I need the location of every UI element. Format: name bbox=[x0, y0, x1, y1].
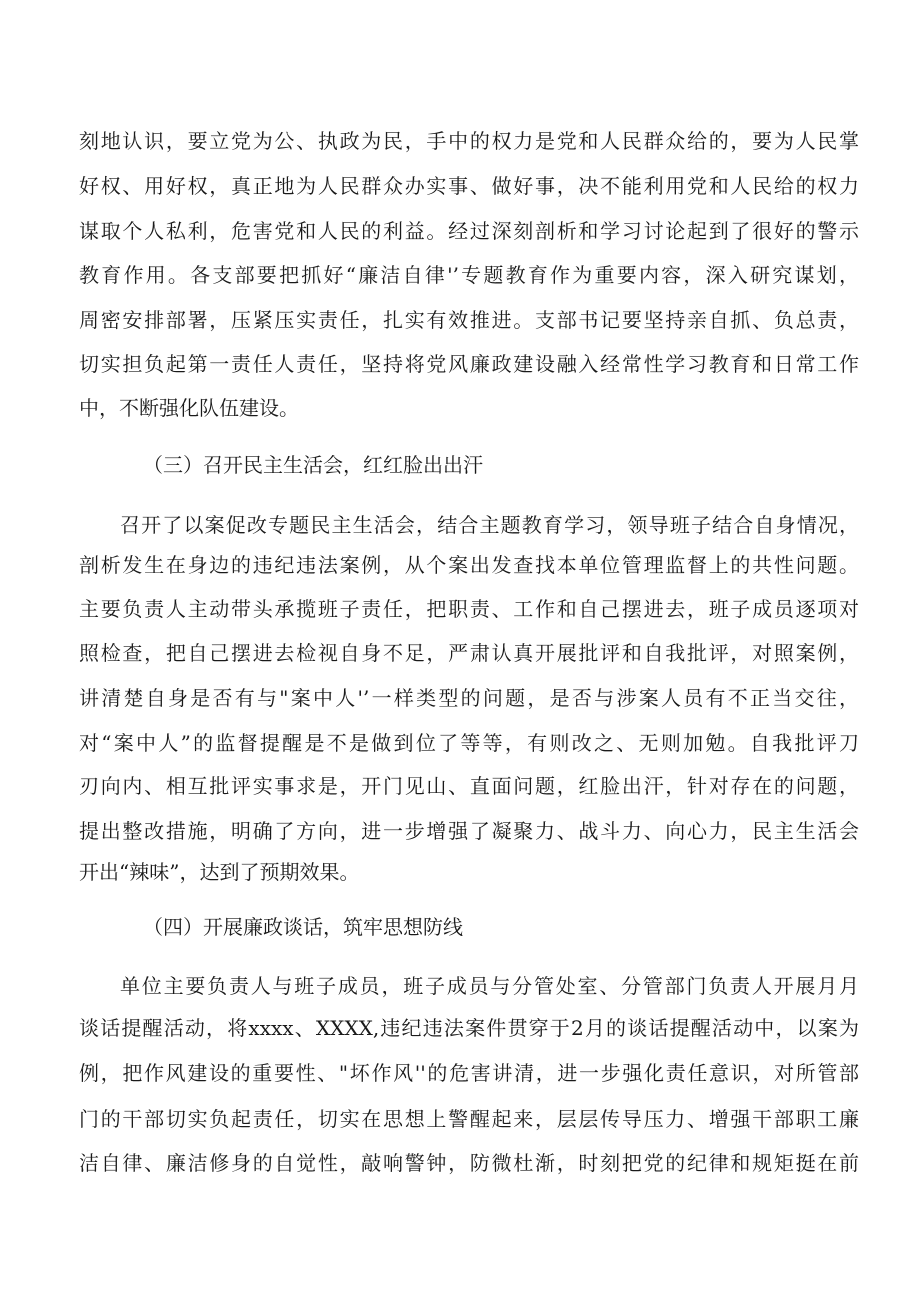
section-4-line-5: 洁自律、廉洁修身的自觉性，敲响警钟，防微杜渐，时刻把党的纪律和规矩挺在前 bbox=[79, 1151, 859, 1175]
section-4-line-2: 谈话提醒活动，将xxxx、XXXX,违纪违法案件贯穿于2月的谈话提醒活动中，以案为 bbox=[79, 1016, 859, 1040]
section-4-line-3: 例，把作风建设的重要性、"坏作风''的危害讲清，进一步强化责任意识，对所管部 bbox=[79, 1061, 859, 1085]
paragraph-1-line-2: 好权、用好权，真正地为人民群众办实事、做好事，决不能利用党和人民给的权力 bbox=[79, 174, 859, 198]
paragraph-1-line-3: 谋取个人私利，危害党和人民的利益。经过深刻剖析和学习讨论起到了很好的警示 bbox=[79, 219, 859, 243]
section-3-line-2: 剖析发生在身边的违纪违法案例，从个案出发查找本单位管理监督上的共性问题。 bbox=[79, 553, 859, 577]
section-3-line-3: 主要负责人主动带头承揽班子责任，把职责、工作和自己摆进去，班子成员逐项对 bbox=[79, 597, 859, 621]
section-3-line-1: 召开了以案促改专题民主生活会，结合主题教育学习，领导班子结合自身情况， bbox=[120, 513, 859, 537]
paragraph-1-line-5: 周密安排部署，压紧压实责任，扎实有效推进。支部书记要坚持亲自抓、负总责， bbox=[79, 308, 859, 332]
paragraph-1-line-4: 教育作用。各支部要把抓好“廉洁自律'’专题教育作为重要内容，深入研究谋划， bbox=[79, 263, 859, 287]
paragraph-1-line-6: 切实担负起第一责任人责任，坚持将党风廉政建设融入经常性学习教育和日常工作 bbox=[79, 352, 859, 376]
paragraph-1-line-7: 中，不断强化队伍建设。 bbox=[79, 396, 299, 420]
section-4-heading: （四）开展廉政谈话，筑牢思想防线 bbox=[143, 915, 463, 939]
section-4-line-4: 门的干部切实负起责任，切实在思想上警醒起来，层层传导压力、增强干部职工廉 bbox=[79, 1107, 859, 1131]
section-3-heading: （三）召开民主生活会，红红脸出出汗 bbox=[143, 453, 483, 477]
section-3-line-8: 提出整改措施，明确了方向，进一步增强了凝聚力、战斗力、向心力，民主生活会 bbox=[79, 819, 859, 843]
section-3-line-6: 对“案中人”的监督提醒是不是做到位了等等，有则改之、无则加勉。自我批评刀 bbox=[79, 731, 859, 755]
section-4-line-1: 单位主要负责人与班子成员，班子成员与分管处室、分管部门负责人开展月月 bbox=[120, 974, 859, 998]
section-3-line-7: 刃向内、相互批评实事求是，开门见山、直面问题，红脸出汗，针对存在的问题， bbox=[79, 774, 859, 798]
section-3-line-4: 照检查，把自己摆进去检视自身不足，严肃认真开展批评和自我批评，对照案例， bbox=[79, 641, 859, 665]
section-3-line-5: 讲清楚自身是否有与"案中人'’一样类型的问题，是否与涉案人员有不正当交往， bbox=[79, 686, 859, 710]
paragraph-1-line-1: 刻地认识，要立党为公、执政为民，手中的权力是党和人民群众给的，要为人民掌 bbox=[79, 129, 859, 153]
section-3-line-9: 开出“辣味”，达到了预期效果。 bbox=[79, 860, 360, 884]
